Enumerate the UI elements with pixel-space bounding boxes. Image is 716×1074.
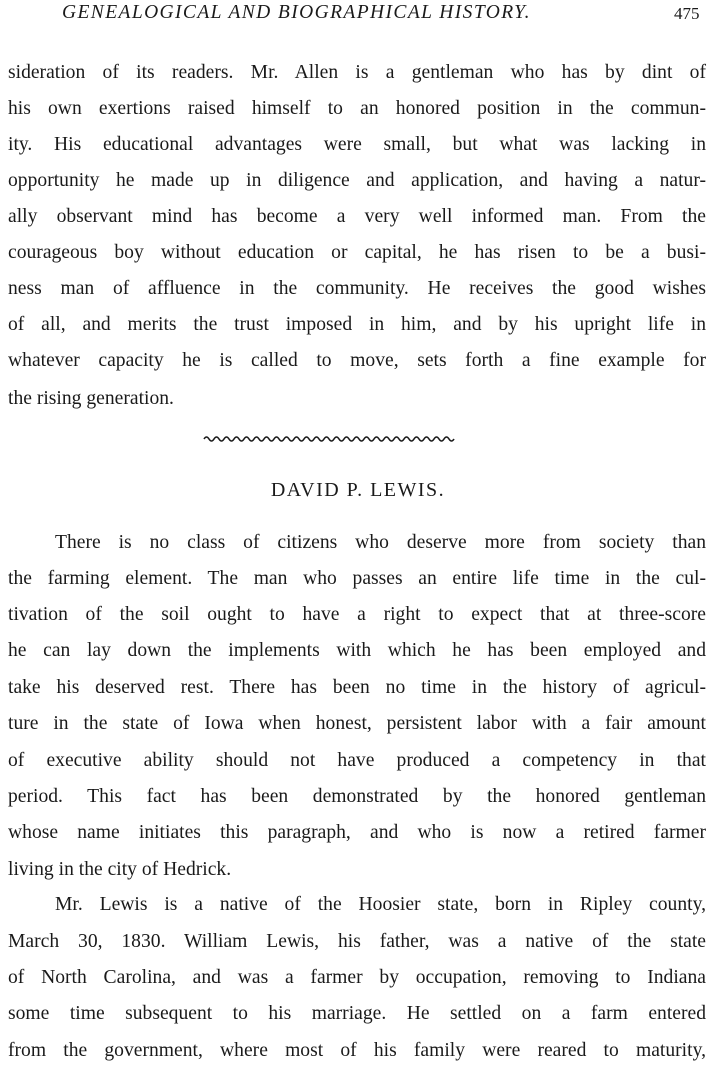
text-line: of executive ability should not have produced a competency in that <box>8 750 706 771</box>
text-line: period. This fact has been demonstrated by the honored gentleman <box>8 786 706 807</box>
text-line: some time subsequent to his marriage. He settled on a farm entered <box>8 1003 706 1024</box>
text-line: sideration of its readers. Mr. Allen is a gentleman who has by dint of <box>8 62 706 83</box>
text-line: the rising generation. <box>8 388 174 409</box>
text-line: whose name initiates this paragraph, and who is now a retired farmer <box>8 822 706 843</box>
text-line: courageous boy without education or capital, he has risen to be a busi- <box>8 242 706 263</box>
text-line: There is no class of citizens who deserve more from society than <box>55 532 706 553</box>
text-line: ally observant mind has become a very well informed man. From the <box>8 206 706 227</box>
running-head <box>0 2 716 28</box>
text-line: March 30, 1830. William Lewis, his father, was a native of the state <box>8 931 706 952</box>
text-line: his own exertions raised himself to an honored position in the commun- <box>8 98 706 119</box>
text-line: he can lay down the implements with which he has been employed and <box>8 640 706 661</box>
text-line: living in the city of Hedrick. <box>8 859 232 880</box>
text-line: whatever capacity he is called to move, sets forth a fine example for <box>8 350 706 371</box>
text-line: from the government, where most of his family were reared to maturity, <box>8 1040 706 1061</box>
text-line: tivation of the soil ought to have a right to expect that at three-score <box>8 604 706 625</box>
running-title: GENEALOGICAL AND BIOGRAPHICAL HISTORY. <box>62 2 531 23</box>
text-line: ity. His educational advantages were small, but what was lacking in <box>8 134 706 155</box>
text-line: of all, and merits the trust imposed in him, and by his upright life in <box>8 314 706 335</box>
text-line: of North Carolina, and was a farmer by occupation, removing to Indiana <box>8 967 706 988</box>
text-line: Mr. Lewis is a native of the Hoosier state, born in Ripley county, <box>55 894 706 915</box>
page-number: 475 <box>674 4 700 23</box>
text-line: opportunity he made up in diligence and application, and having a natur- <box>8 170 706 191</box>
wavy-divider-ornament <box>203 432 459 446</box>
text-line: the farming element. The man who passes an entire life time in the cul- <box>8 568 706 589</box>
text-line: ness man of affluence in the community. He receives the good wishes <box>8 278 706 299</box>
text-line: take his deserved rest. There has been no time in the history of agricul- <box>8 677 706 698</box>
section-heading: DAVID P. LEWIS. <box>270 479 446 501</box>
text-line: ture in the state of Iowa when honest, persistent labor with a fair amount <box>8 713 706 734</box>
